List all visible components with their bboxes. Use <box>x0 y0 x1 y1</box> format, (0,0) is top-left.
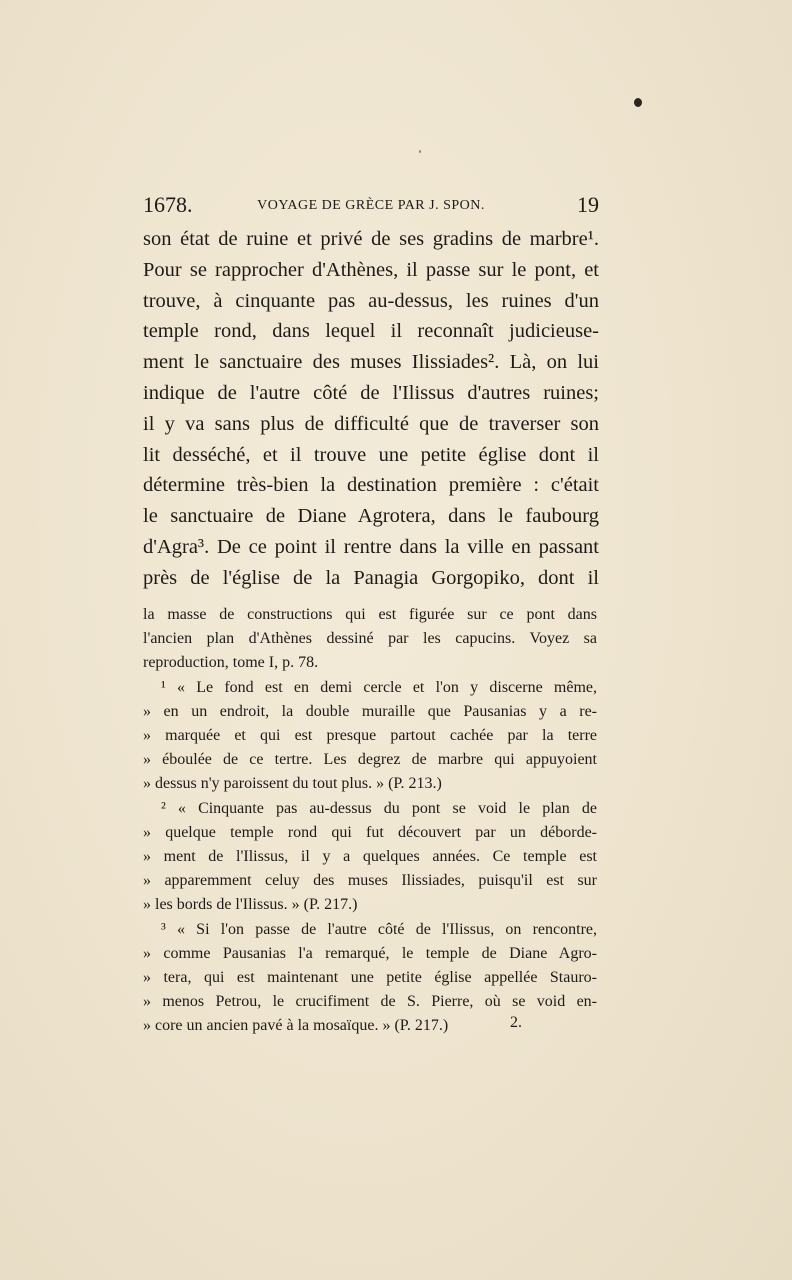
text-line: Pour se rapprocher d'Athènes, il passe sur le pont, et <box>143 258 599 281</box>
page-number: 19 <box>577 192 599 217</box>
text-line: détermine très-bien la destination première : c'était <box>143 474 599 497</box>
footnote-line: l'ancien plan d'Athènes dessiné par les capucins. Voyez sa <box>143 630 597 648</box>
footnote-line: » tera, qui est maintenant une petite église appellée Stauro- <box>143 969 597 987</box>
footnote-line: » éboulée de ce tertre. Les degrez de marbre qui appuyoient <box>143 751 597 769</box>
footnote-line: » comme Pausanias l'a remarqué, le temple de Diane Agro- <box>143 944 597 962</box>
footnote-line: » dessus n'y paroissent du tout plus. » (P. 213.) <box>143 775 442 793</box>
main-text <box>143 224 599 594</box>
footnote-line: la masse de constructions qui est figurée sur ce pont dans <box>143 606 597 623</box>
footnote-line: » en un endroit, la double muraille que Pausanias y a re- <box>143 702 597 720</box>
footnote-line: » marquée et qui est presque partout cachée par la terre <box>143 727 597 745</box>
footnote-line: ¹ « Le fond est en demi cercle et l'on y discerne même, <box>161 678 597 696</box>
footnote-line: » ment de l'Ilissus, il y a quelques années. Ce temple est <box>143 848 597 866</box>
text-line: indique de l'autre côté de l'Ilissus d'autres ruines; <box>143 381 599 404</box>
text-line: près de l'église de la Panagia Gorgopiko, dont il <box>143 566 599 589</box>
ink-speck <box>419 150 421 153</box>
text-line: trouve, à cinquante pas au-dessus, les ruines d'un <box>143 289 599 312</box>
text-line: le sanctuaire de Diane Agrotera, dans le faubourg <box>143 505 599 528</box>
text-line: lit desséché, et il trouve une petite église dont il <box>143 443 599 466</box>
header-year: 1678. <box>143 192 193 217</box>
text-line: ment le sanctuaire des muses Ilissiades². Là, on lui <box>143 351 599 374</box>
page-header <box>143 192 599 222</box>
footnote-line: ³ « Si l'on passe de l'autre côté de l'Ilissus, on rencontre, <box>161 920 597 938</box>
footnote-line: » menos Petrou, le crucifiment de S. Pierre, où se void en- <box>143 993 597 1011</box>
footnotes <box>143 603 597 1039</box>
footnote-line: reproduction, tome I, p. 78. <box>143 654 319 672</box>
text-line: temple rond, dans lequel il reconnaît judicieuse- <box>143 320 599 343</box>
ink-speck <box>634 98 642 107</box>
signature-mark: 2. <box>510 1014 522 1031</box>
footnote-line: » apparemment celuy des muses Ilissiades, puisqu'il est sur <box>143 872 597 890</box>
footnote-line: » quelque temple rond qui fut découvert par un déborde- <box>143 823 597 841</box>
footnote-line: ² « Cinquante pas au-dessus du pont se void le plan de <box>161 799 597 817</box>
footnote-line: » les bords de l'Ilissus. » (P. 217.) <box>143 896 358 914</box>
text-line: son état de ruine et privé de ses gradins de marbre¹. <box>143 228 599 250</box>
running-title: VOYAGE DE GRÈCE PAR J. SPON. <box>257 198 485 213</box>
footnote-line: » core un ancien pavé à la mosaïque. » (P. 217.) <box>143 1017 449 1035</box>
text-line: d'Agra³. De ce point il rentre dans la ville en passant <box>143 535 599 558</box>
text-line: il y va sans plus de difficulté que de traverser son <box>143 412 599 435</box>
